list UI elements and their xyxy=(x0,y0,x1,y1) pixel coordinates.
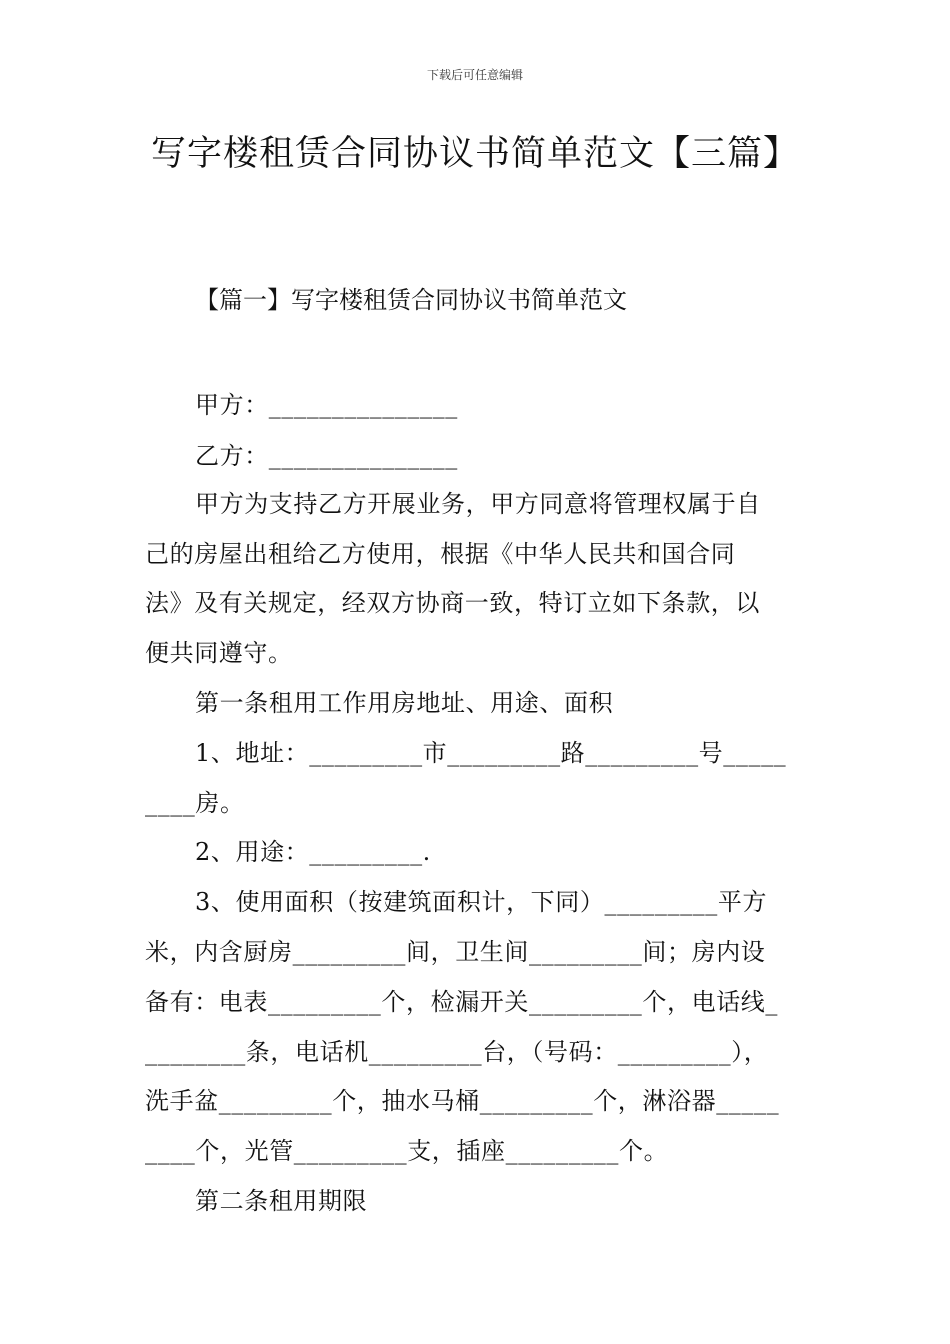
clause-line: 1、地址：_________市_________路_________号_____ xyxy=(195,739,787,767)
clause-line: 备有：电表_________个，检漏开关_________个，电话线_ xyxy=(145,988,778,1016)
article-heading: 第一条租用工作用房地址、用途、面积 xyxy=(195,689,614,717)
paragraph-line: 便共同遵守。 xyxy=(145,639,293,667)
paragraph-line: 己的房屋出租给乙方使用，根据《中华人民共和国合同 xyxy=(145,540,736,568)
section-title: 【篇一】写字楼租赁合同协议书简单范文 xyxy=(195,286,627,314)
party-b-line: 乙方：_______________ xyxy=(195,442,458,470)
article-heading: 第二条租用期限 xyxy=(195,1187,368,1215)
clause-line: ____房。 xyxy=(145,789,245,817)
paragraph-line: 甲方为支持乙方开展业务，甲方同意将管理权属于自 xyxy=(195,490,761,518)
clause-line: 洗手盆_________个，抽水马桶_________个，淋浴器_____ xyxy=(145,1087,780,1115)
clause-line: ________条，电话机_________台，（号码：_________）， xyxy=(145,1038,769,1066)
clause-line: 米，内含厨房_________间，卫生间_________间；房内设 xyxy=(145,938,766,966)
clause-line: 3、使用面积（按建筑面积计，下同）_________平方 xyxy=(195,888,768,916)
paragraph-line: 法》及有关规定，经双方协商一致，特订立如下条款，以 xyxy=(145,589,760,617)
clause-line: 2、用途：_________. xyxy=(195,838,431,866)
document-title: 写字楼租赁合同协议书简单范文【三篇】 xyxy=(150,134,799,174)
party-a-line: 甲方：_______________ xyxy=(195,391,458,419)
clause-line: ____个，光管_________支，插座_________个。 xyxy=(145,1137,669,1165)
header-note: 下载后可任意编辑 xyxy=(426,68,523,82)
